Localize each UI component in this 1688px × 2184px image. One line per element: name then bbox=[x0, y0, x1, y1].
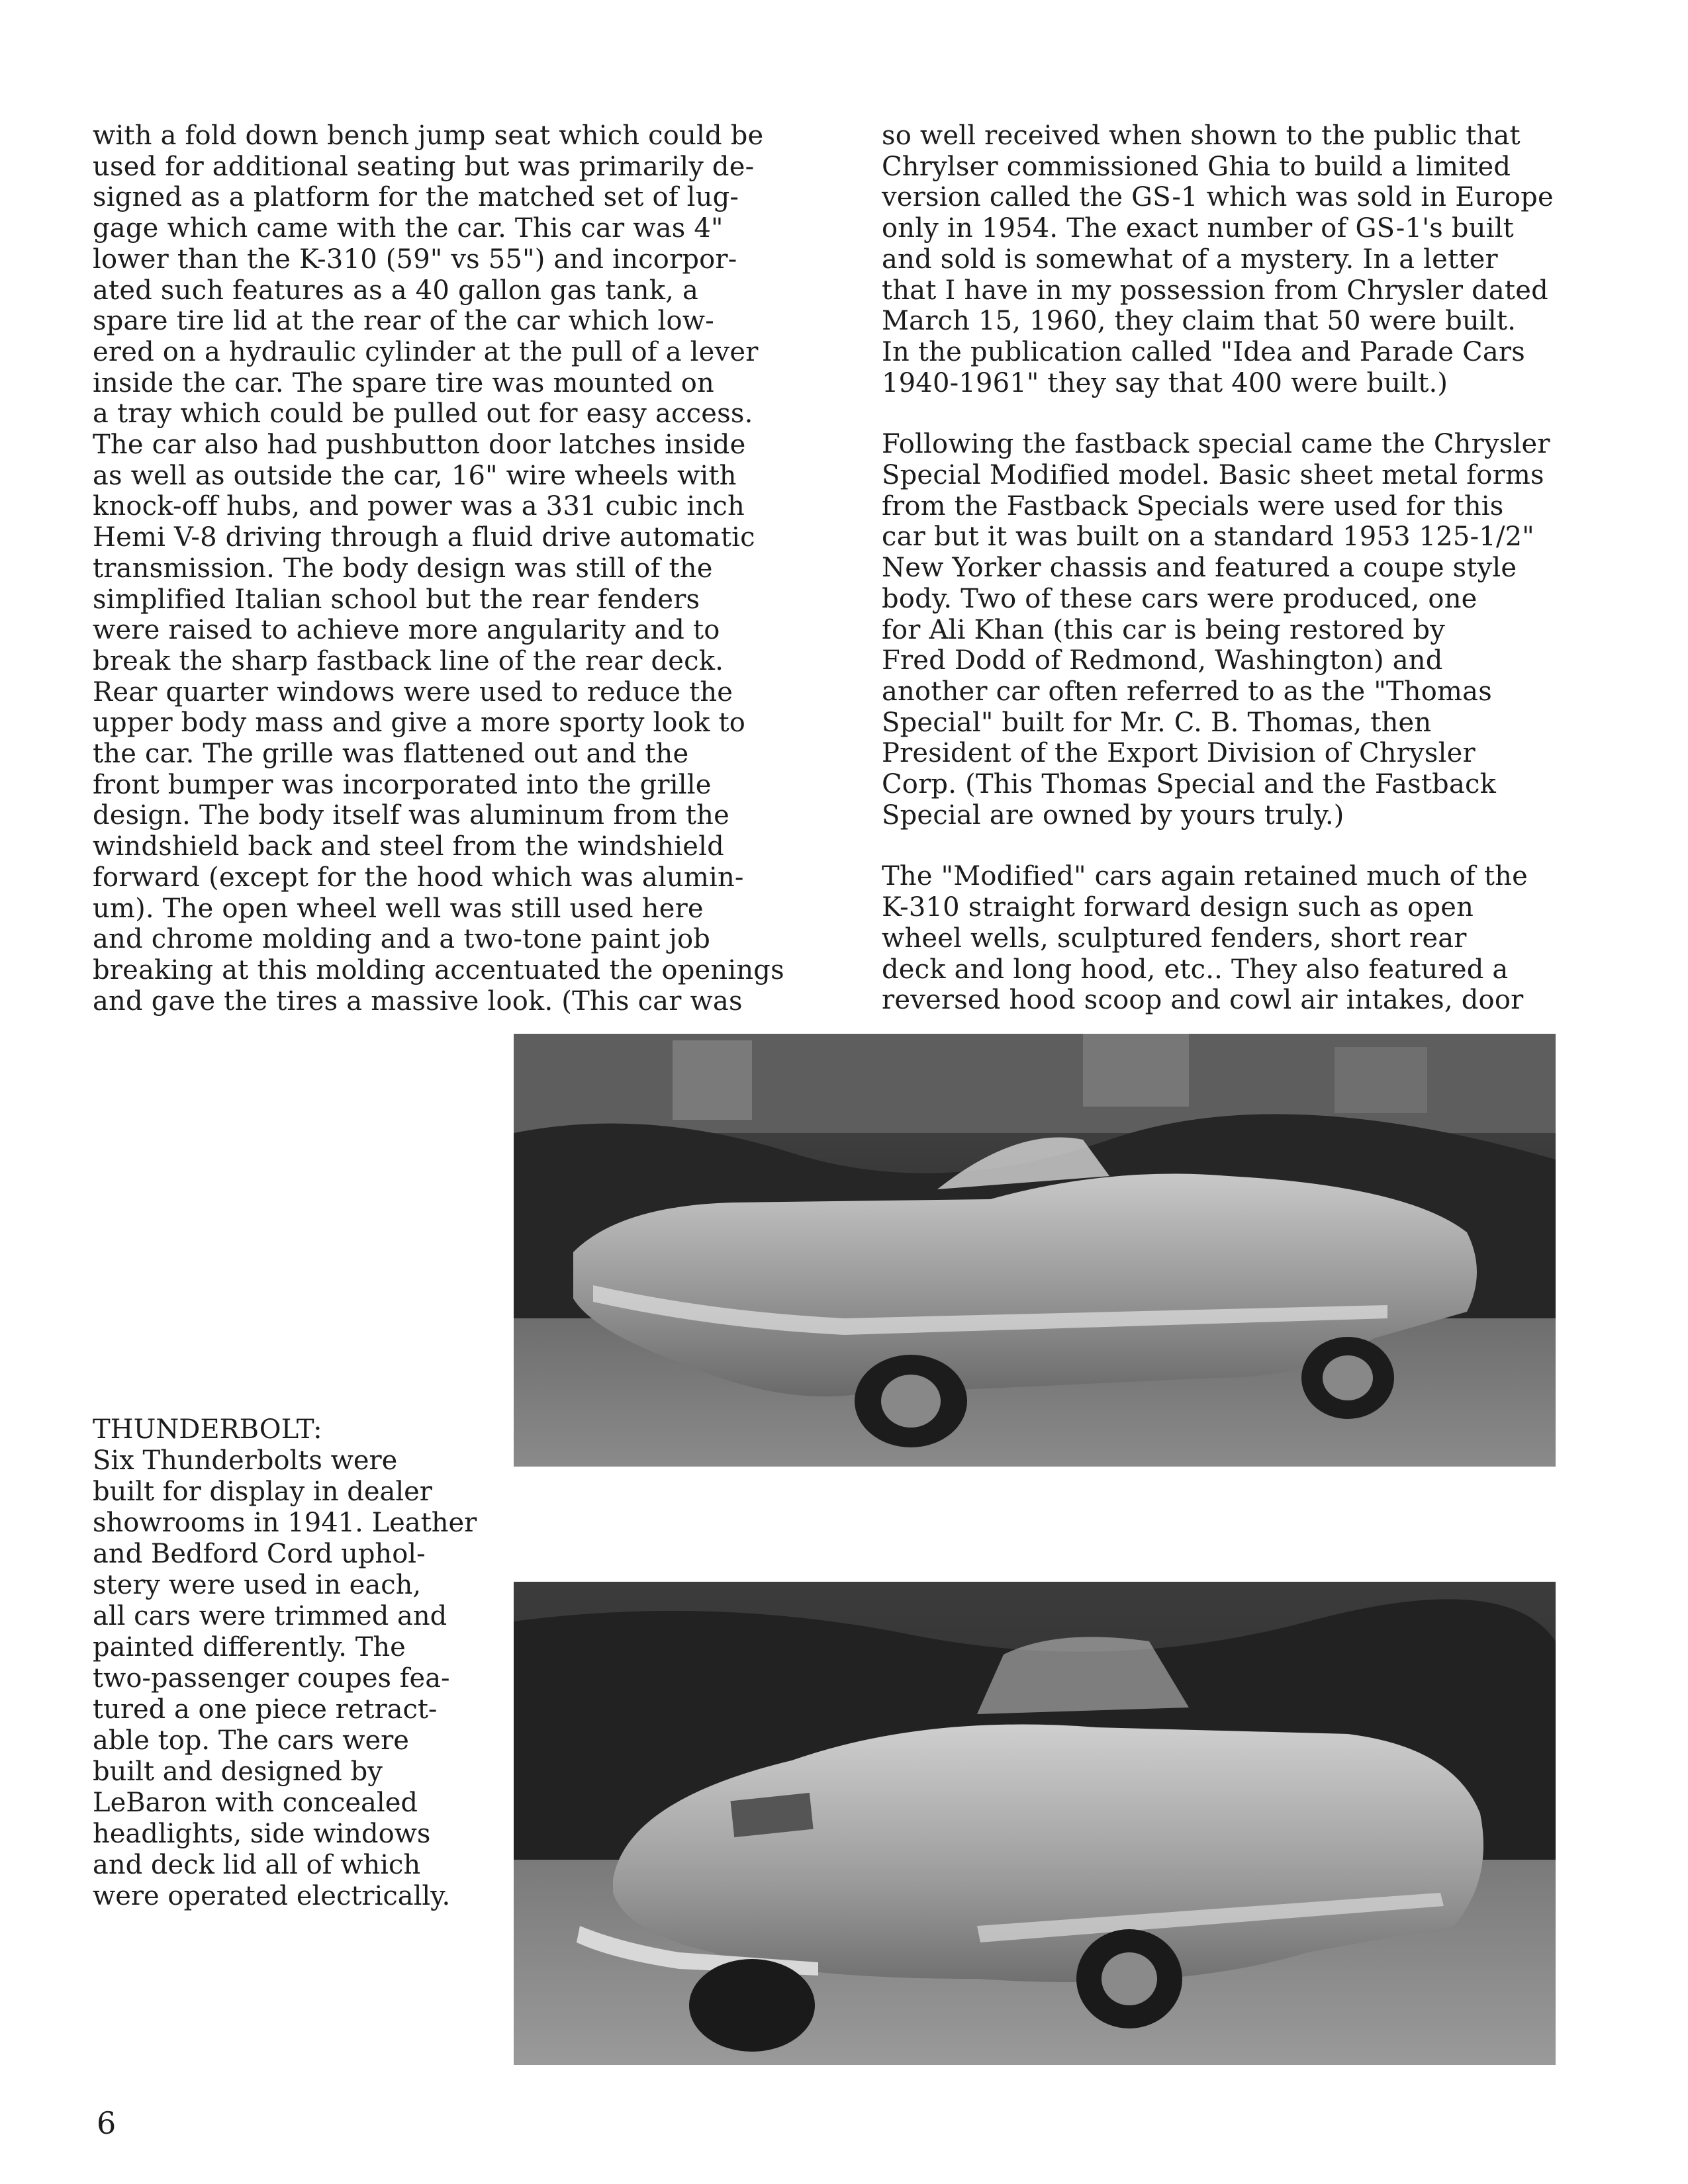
text-line: reversed hood scoop and cowl air intakes, door bbox=[882, 985, 1524, 1016]
text-line: and chrome molding and a two-tone paint job bbox=[93, 924, 711, 955]
text-line: Following the fastback special came the Chrysler bbox=[882, 429, 1550, 460]
text-line: Chrylser commissioned Ghia to build a limited bbox=[882, 151, 1511, 182]
text-line: Special" built for Mr. C. B. Thomas, then bbox=[882, 707, 1432, 738]
caption-line: headlights, side windows bbox=[93, 1819, 431, 1849]
car-photo-rear-graphic bbox=[514, 1582, 1556, 2065]
text-line: Corp. (This Thomas Special and the Fastback bbox=[882, 769, 1497, 800]
text-line: ated such features as a 40 gallon gas tank, a bbox=[93, 275, 699, 306]
text-line: a tray which could be pulled out for easy access. bbox=[93, 398, 753, 430]
text-line: The car also had pushbutton door latches inside bbox=[93, 430, 746, 461]
text-line: version called the GS-1 which was sold in Europe bbox=[882, 182, 1554, 213]
text-line: President of the Export Division of Chrysler bbox=[882, 738, 1476, 769]
text-line: the car. The grille was flattened out and the bbox=[93, 739, 689, 770]
text-line: upper body mass and give a more sporty look to bbox=[93, 707, 746, 739]
thunderbolt-rear-photo bbox=[514, 1582, 1556, 2065]
text-line: March 15, 1960, they claim that 50 were built. bbox=[882, 306, 1517, 337]
text-line: as well as outside the car, 16" wire wheels with bbox=[93, 460, 737, 491]
paragraph-spacer bbox=[882, 398, 1597, 429]
caption-line: built for display in dealer bbox=[93, 1477, 432, 1507]
text-line: so well received when shown to the public that bbox=[882, 120, 1521, 151]
text-line: Hemi V-8 driving through a fluid drive automatic bbox=[93, 522, 755, 553]
thunderbolt-front-photo bbox=[514, 1034, 1556, 1467]
page-number: 6 bbox=[97, 2105, 117, 2141]
text-line: with a fold down bench jump seat which could be bbox=[93, 120, 764, 151]
text-line: K-310 straight forward design such as open bbox=[882, 892, 1474, 923]
car-photo-front-graphic bbox=[514, 1034, 1556, 1467]
caption-line: tured a one piece retract- bbox=[93, 1694, 438, 1725]
caption-line: all cars were trimmed and bbox=[93, 1601, 447, 1631]
text-line: windshield back and steel from the windshield bbox=[93, 831, 724, 862]
text-line: another car often referred to as the "Thomas bbox=[882, 676, 1492, 707]
caption-line: Six Thunderbolts were bbox=[93, 1445, 398, 1476]
text-line: that I have in my possession from Chrysler dated bbox=[882, 275, 1548, 306]
text-line: The "Modified" cars again retained much of the bbox=[882, 861, 1528, 892]
text-line: Rear quarter windows were used to reduce the bbox=[93, 676, 733, 707]
text-line: for Ali Khan (this car is being restored by bbox=[882, 614, 1446, 645]
paragraph-spacer bbox=[882, 831, 1597, 861]
caption-line: were operated electrically. bbox=[93, 1881, 451, 1911]
thunderbolt-caption bbox=[93, 1414, 490, 1912]
caption-line: two-passenger coupes fea- bbox=[93, 1663, 450, 1694]
caption-line: stery were used in each, bbox=[93, 1570, 422, 1600]
text-line: 1940-1961" they say that 400 were built.) bbox=[882, 367, 1448, 398]
text-line: transmission. The body design was still of the bbox=[93, 553, 713, 584]
text-line: and sold is somewhat of a mystery. In a letter bbox=[882, 244, 1498, 275]
text-line: design. The body itself was aluminum from the bbox=[93, 800, 729, 831]
text-line: from the Fastback Specials were used for this bbox=[882, 490, 1504, 522]
text-line: deck and long hood, etc.. They also featured a bbox=[882, 954, 1509, 985]
text-line: breaking at this molding accentuated the openings bbox=[93, 954, 784, 985]
text-line: used for additional seating but was primarily de- bbox=[93, 151, 755, 182]
text-line: In the publication called "Idea and Parade Cars bbox=[882, 336, 1525, 367]
text-line: New Yorker chassis and featured a coupe style bbox=[882, 553, 1517, 584]
text-line: only in 1954. The exact number of GS-1's built bbox=[882, 213, 1514, 244]
caption-line: and deck lid all of which bbox=[93, 1850, 421, 1880]
text-line: gage which came with the car. This car was 4" bbox=[93, 213, 724, 244]
left-text-column bbox=[93, 120, 788, 1017]
caption-line: built and designed by bbox=[93, 1756, 383, 1787]
text-line: Special Modified model. Basic sheet metal forms bbox=[882, 460, 1544, 491]
text-line: wheel wells, sculptured fenders, short rear bbox=[882, 923, 1467, 954]
caption-heading: THUNDERBOLT: bbox=[93, 1414, 322, 1445]
text-line: knock-off hubs, and power was a 331 cubic inch bbox=[93, 491, 745, 522]
text-line: um). The open wheel well was still used here bbox=[93, 893, 704, 924]
text-line: body. Two of these cars were produced, one bbox=[882, 583, 1477, 614]
text-line: and gave the tires a massive look. (This car was bbox=[93, 985, 743, 1017]
text-line: car but it was built on a standard 1953 125-1/2" bbox=[882, 522, 1534, 553]
text-line: forward (except for the hood which was alumin- bbox=[93, 862, 744, 893]
text-line: front bumper was incorporated into the grille bbox=[93, 769, 712, 800]
caption-line: painted differently. The bbox=[93, 1632, 406, 1662]
text-line: were raised to achieve more angularity and to bbox=[93, 615, 720, 646]
text-line: Special are owned by yours truly.) bbox=[882, 799, 1344, 831]
right-text-column bbox=[882, 120, 1597, 1016]
text-line: simplified Italian school but the rear fenders bbox=[93, 584, 700, 615]
text-line: signed as a platform for the matched set of lug- bbox=[93, 182, 739, 213]
text-line: Fred Dodd of Redmond, Washington) and bbox=[882, 645, 1443, 676]
caption-line: and Bedford Cord uphol- bbox=[93, 1539, 426, 1569]
text-line: ered on a hydraulic cylinder at the pull of a lever bbox=[93, 336, 759, 367]
text-line: inside the car. The spare tire was mounted on bbox=[93, 367, 714, 398]
text-line: lower than the K-310 (59" vs 55") and incorpor- bbox=[93, 244, 737, 275]
caption-line: able top. The cars were bbox=[93, 1725, 409, 1756]
caption-line: showrooms in 1941. Leather bbox=[93, 1508, 477, 1538]
text-line: spare tire lid at the rear of the car which low- bbox=[93, 306, 714, 337]
text-line: break the sharp fastback line of the rear deck. bbox=[93, 645, 724, 676]
caption-line: LeBaron with concealed bbox=[93, 1788, 418, 1818]
